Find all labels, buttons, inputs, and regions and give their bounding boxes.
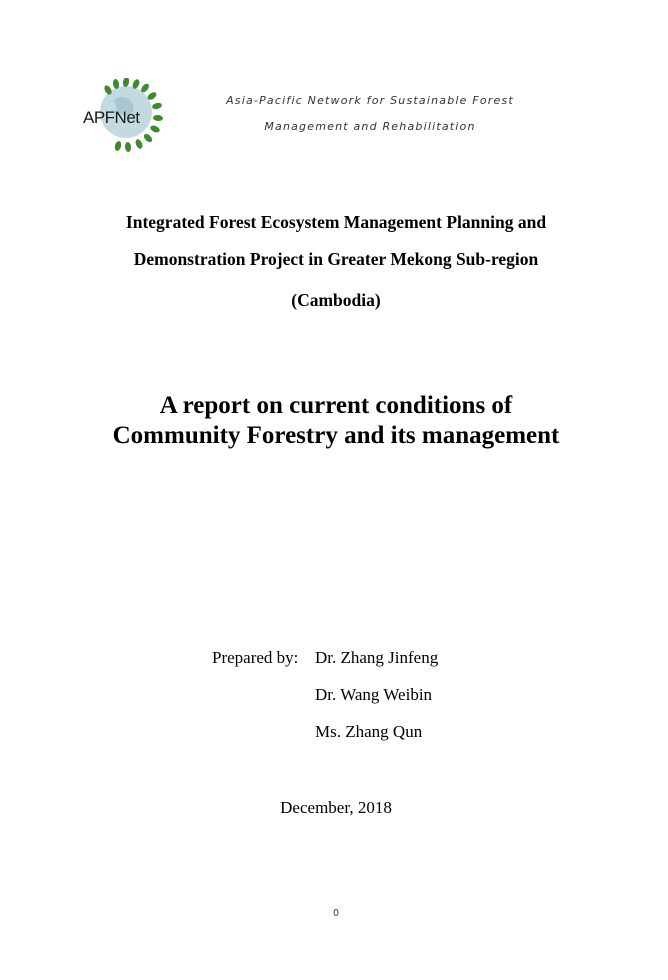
logo-text: APFNet <box>83 108 140 127</box>
report-title-line-1: A report on current conditions of <box>159 392 513 419</box>
organization-name-line-2: Management and Rehabilitation <box>264 120 476 133</box>
author-2: Dr. Wang Weibin <box>315 685 433 704</box>
report-date: December, 2018 <box>280 798 392 817</box>
report-title-line-2: Community Forestry and its management <box>112 422 560 449</box>
prepared-by-label: Prepared by: <box>212 648 299 667</box>
project-title-line-2: Demonstration Project in Greater Mekong Sub-region <box>133 249 539 269</box>
author-1: Dr. Zhang Jinfeng <box>315 648 439 667</box>
apfnet-logo <box>80 78 172 154</box>
project-title-line-1: Integrated Forest Ecosystem Management Planning and <box>125 212 547 232</box>
organization-name-line-1: Asia-Pacific Network for Sustainable Forest <box>226 94 514 107</box>
author-3: Ms. Zhang Qun <box>315 722 423 741</box>
page-number: 0 <box>333 908 339 919</box>
project-title-line-3: (Cambodia) <box>291 290 381 310</box>
